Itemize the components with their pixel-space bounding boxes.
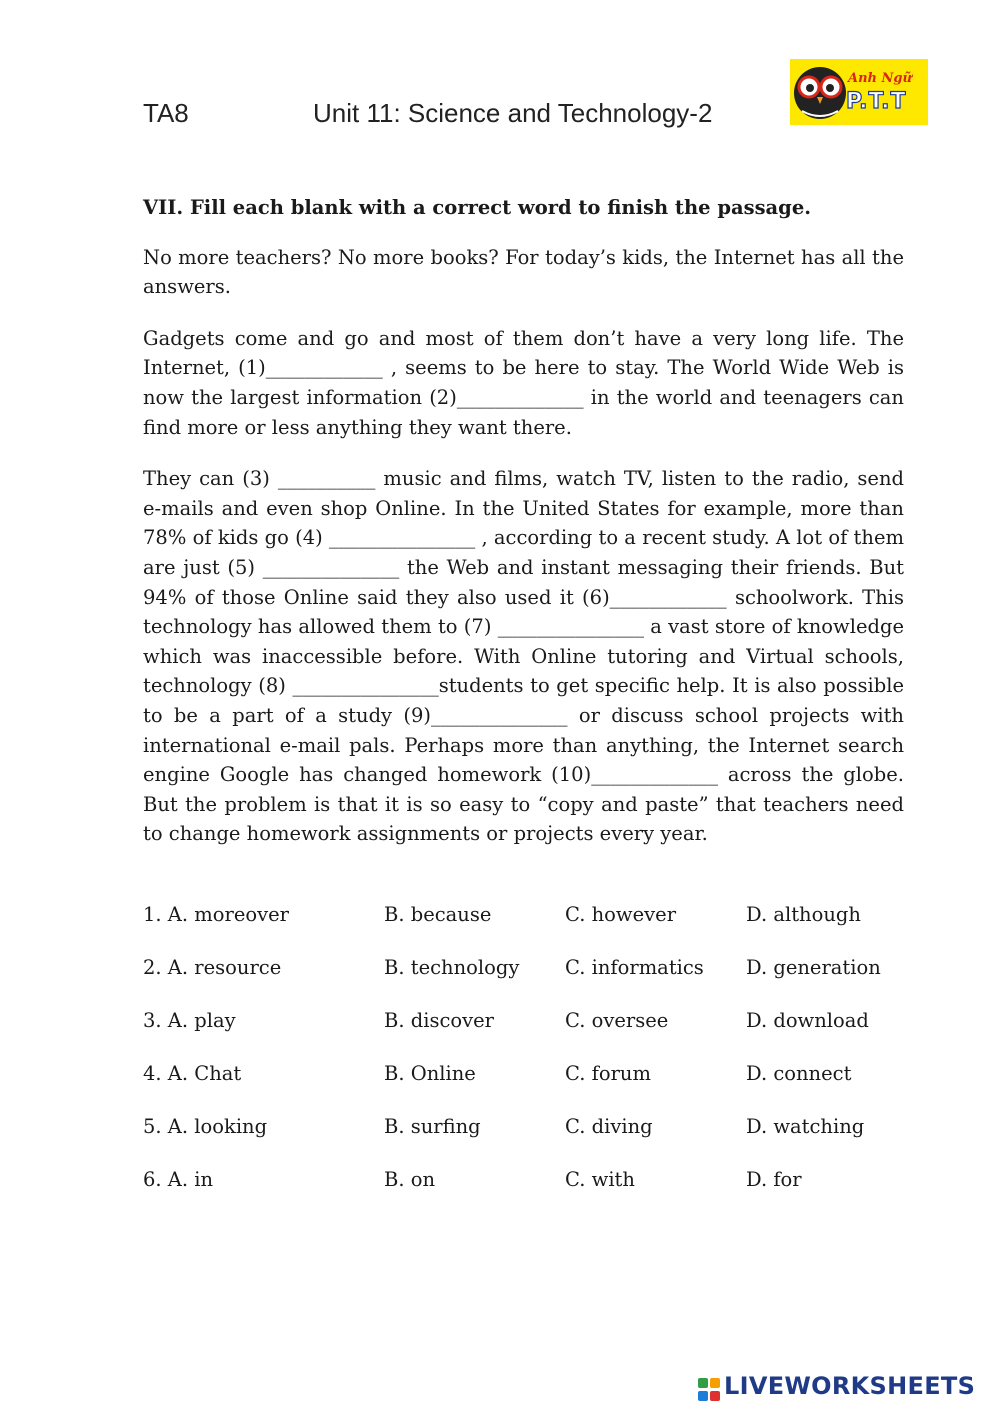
answer-options <box>143 903 913 1221</box>
option-2-a[interactable]: 2. A. resource <box>143 956 282 979</box>
option-row-2 <box>143 956 913 1009</box>
option-5-c[interactable]: C. diving <box>565 1115 653 1138</box>
worksheet-body <box>143 193 904 871</box>
passage-paragraph-2: They can (3) __________ music and films, watch TV, listen to the radio, send e-mails and even shop Online. In the United States for example, more than 78% of kids go (4) _______________ , according to a recent study. A lot of them are just (5) ______________ the Web and instant messaging their friends. But 94% of those Online said they also used it (6)____________ schoolwork. This technology has allowed them to (7) _______________ a vast store of knowledge which was inaccessible before. With Online tutoring and Virtual schools, technology (8) _______________students to get specific help. It is also possible to be a part of a study (9)______________ or discuss school projects with international e-mail pals. Perhaps more than anything, the Internet search engine Google has changed homework (10)_____________ across the globe. But the problem is that it is so easy to “copy and paste” that teachers need to change homework assignments or projects every year. <box>143 467 904 846</box>
option-6-d[interactable]: D. for <box>746 1168 802 1191</box>
option-4-c[interactable]: C. forum <box>565 1062 651 1085</box>
option-3-b[interactable]: B. discover <box>384 1009 494 1032</box>
option-row-1 <box>143 903 913 956</box>
option-3-d[interactable]: D. download <box>746 1009 869 1032</box>
grade-code: TA8 <box>143 98 189 128</box>
option-6-c[interactable]: C. with <box>565 1168 635 1191</box>
unit-title: Unit 11: Science and Technology-2 <box>313 98 713 128</box>
option-5-a[interactable]: 5. A. looking <box>143 1115 268 1138</box>
option-3-c[interactable]: C. oversee <box>565 1009 669 1032</box>
footer-brand: LIVEWORKSHEETS <box>724 1372 976 1400</box>
logo-main-text: P.T.T <box>846 89 907 114</box>
option-4-b[interactable]: B. Online <box>384 1062 476 1085</box>
passage-paragraph-1: Gadgets come and go and most of them don’t have a very long life. The Internet, (1)____________ , seems to be here to stay. The World Wide Web is now the largest information (2)_____________ in the world and teenagers can find more or less anything they want there. <box>143 326 904 439</box>
option-2-c[interactable]: C. informatics <box>565 956 704 979</box>
option-5-d[interactable]: D. watching <box>746 1115 865 1138</box>
option-2-b[interactable]: B. technology <box>384 956 520 979</box>
option-6-a[interactable]: 6. A. in <box>143 1168 214 1191</box>
exercise-instruction: VII. Fill each blank with a correct word to finish the passage. <box>143 196 812 219</box>
school-logo <box>790 59 928 125</box>
option-row-4 <box>143 1062 913 1115</box>
option-1-d[interactable]: D. although <box>746 903 861 926</box>
option-row-3 <box>143 1009 913 1062</box>
option-1-a[interactable]: 1. A. moreover <box>143 903 289 926</box>
option-1-c[interactable]: C. however <box>565 903 677 926</box>
option-6-b[interactable]: B. on <box>384 1168 436 1191</box>
option-5-b[interactable]: B. surfing <box>384 1115 481 1138</box>
option-row-5 <box>143 1115 913 1168</box>
option-2-d[interactable]: D. generation <box>746 956 881 979</box>
option-row-6 <box>143 1168 913 1221</box>
liveworksheets-logo-icon <box>698 1378 720 1402</box>
logo-top-text: Anh Ngữ <box>848 71 912 86</box>
passage-intro: No more teachers? No more books? For today’s kids, the Internet has all the answers. <box>143 245 904 299</box>
option-1-b[interactable]: B. because <box>384 903 492 926</box>
owl-teacher-icon <box>790 59 850 125</box>
option-3-a[interactable]: 3. A. play <box>143 1009 236 1032</box>
option-4-d[interactable]: D. connect <box>746 1062 852 1085</box>
option-4-a[interactable]: 4. A. Chat <box>143 1062 242 1085</box>
